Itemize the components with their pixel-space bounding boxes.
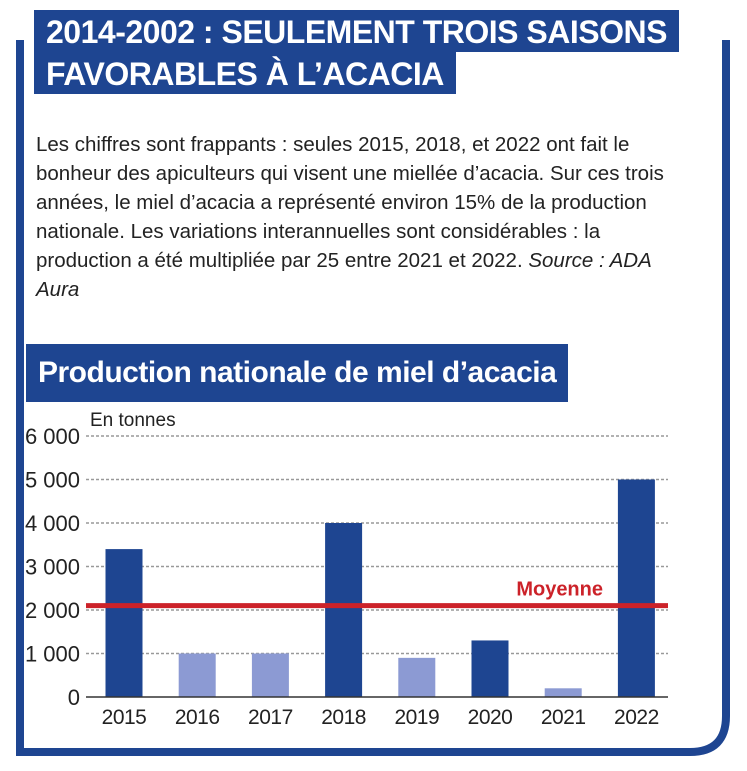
y-tick-label: 2 000 bbox=[24, 598, 80, 623]
y-tick-label: 3 000 bbox=[24, 554, 80, 580]
x-tick-label: 2018 bbox=[321, 706, 366, 729]
y-tick-label: 4 000 bbox=[24, 511, 80, 536]
y-tick-label: 5 000 bbox=[24, 467, 80, 493]
x-tick-label: 2020 bbox=[467, 706, 513, 729]
x-tick-label: 2022 bbox=[614, 706, 659, 729]
bar bbox=[545, 688, 582, 697]
x-tick-label: 2017 bbox=[248, 706, 293, 729]
x-tick-label: 2016 bbox=[174, 706, 220, 729]
intro-text: Les chiffres sont frappants : seules 2015, 2018, et 2022 ont fait le bonheur des apiculteurs qui visent une miellée d’acacia. Sur ces trois années, le miel d’acacia a représenté environ 15% de la production nationale. Les variations interannuelles sont considérables : la production a été multipliée par 25 entre 2021 et 2022. bbox=[36, 133, 664, 272]
y-tick-label: 0 bbox=[67, 685, 80, 710]
y-tick-label: 6 000 bbox=[24, 424, 80, 449]
average-label: Moyenne bbox=[516, 578, 603, 601]
intro-paragraph bbox=[36, 130, 676, 304]
bar bbox=[325, 523, 362, 697]
bar bbox=[179, 654, 216, 698]
bar bbox=[106, 549, 143, 697]
bar bbox=[618, 480, 655, 698]
bar-chart bbox=[0, 400, 747, 730]
bar bbox=[472, 640, 509, 697]
x-tick-label: 2019 bbox=[394, 706, 440, 729]
x-tick-label: 2015 bbox=[101, 706, 147, 729]
headline-line-1: 2014-2002 : SEULEMENT TROIS SAISONS bbox=[34, 10, 679, 52]
chart-title: Production nationale de miel d’acacia bbox=[26, 344, 568, 402]
bar bbox=[252, 654, 289, 698]
x-tick-label: 2021 bbox=[540, 706, 586, 729]
y-axis-label: En tonnes bbox=[90, 410, 176, 431]
headline-line-2: FAVORABLES À L’ACACIA bbox=[34, 52, 456, 94]
source-note: Source : ADA Aura bbox=[36, 249, 652, 301]
headline bbox=[34, 10, 679, 94]
bar bbox=[398, 658, 435, 697]
y-tick-label: 1 000 bbox=[24, 641, 80, 667]
